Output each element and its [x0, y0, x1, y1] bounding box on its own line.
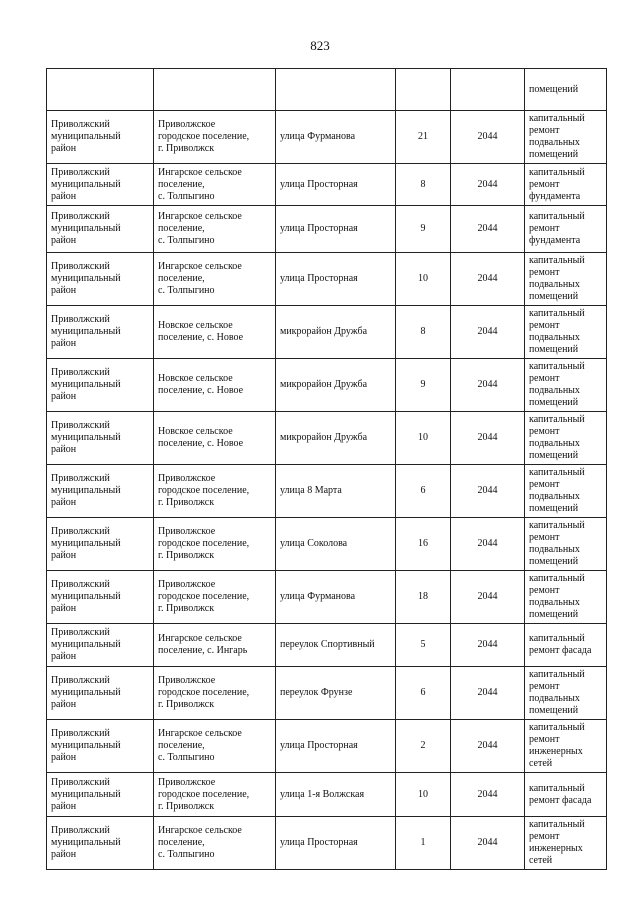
year-cell: 2044: [451, 817, 525, 870]
settlement-line: городское поселение,: [158, 485, 250, 496]
district-line: Приволжский: [51, 627, 110, 638]
work-line: ремонт: [529, 267, 560, 278]
work-line: капитальный: [529, 113, 585, 124]
district-line: район: [51, 338, 77, 349]
work-line: ремонт: [529, 734, 560, 745]
settlement-line: поселение,: [158, 273, 205, 284]
year-cell: 2044: [451, 465, 525, 518]
settlement-line: Ингарское сельское: [158, 211, 242, 222]
settlement-line: Приволжское: [158, 473, 216, 484]
work-line: сетей: [529, 855, 553, 866]
work-line: ремонт: [529, 831, 560, 842]
work-line: ремонт: [529, 426, 560, 437]
work-line: капитальный: [529, 782, 585, 794]
street-cell: улица Соколова: [276, 518, 396, 571]
year-cell: 2044: [451, 773, 525, 817]
work-cell: [525, 164, 607, 206]
house-cell: 8: [396, 306, 451, 359]
year-cell: 2044: [451, 412, 525, 465]
settlement-cell: [154, 624, 276, 667]
settlement-line: Приволжское: [158, 579, 216, 590]
work-cell: [525, 69, 607, 111]
table-row: [47, 667, 607, 720]
year-cell: 2044: [451, 571, 525, 624]
district-line: район: [51, 651, 77, 662]
table-row: [47, 164, 607, 206]
work-cell: [525, 773, 607, 817]
work-line: капитальный: [529, 633, 585, 644]
work-line: подвальных: [529, 544, 580, 555]
work-line: ремонт: [529, 373, 560, 384]
work-line: капитальный: [529, 361, 585, 372]
work-line: капитальный: [529, 166, 585, 178]
settlement-cell: [154, 111, 276, 164]
settlement-cell: [154, 773, 276, 817]
district-cell: [47, 773, 154, 817]
work-line: подвальных: [529, 438, 580, 449]
settlement-line: с. Толпыгино: [158, 235, 215, 246]
district-line: муниципальный: [51, 788, 121, 800]
year-cell: 2044: [451, 624, 525, 667]
settlement-line: поселение,: [158, 223, 205, 234]
settlement-line: с. Толпыгино: [158, 849, 215, 860]
settlement-line: Приволжское: [158, 119, 216, 130]
work-line: подвальных: [529, 137, 580, 148]
house-cell: 10: [396, 773, 451, 817]
district-line: муниципальный: [51, 223, 121, 234]
work-line: ремонт: [529, 320, 560, 331]
work-line: фундамента: [529, 235, 581, 246]
district-line: район: [51, 550, 77, 561]
district-line: Приволжский: [51, 119, 110, 130]
settlement-line: г. Приволжск: [158, 143, 215, 154]
work-cell: [525, 720, 607, 773]
settlement-line: поселение, с. Новое: [158, 332, 244, 343]
house-cell: 10: [396, 412, 451, 465]
district-line: муниципальный: [51, 591, 121, 602]
district-line: муниципальный: [51, 538, 121, 549]
settlement-line: г. Приволжск: [158, 550, 215, 561]
house-cell: 10: [396, 253, 451, 306]
settlement-line: городское поселение,: [158, 538, 250, 549]
settlement-line: Новское сельское: [158, 426, 233, 437]
year-cell: 2044: [451, 253, 525, 306]
work-line: ремонт: [529, 479, 560, 490]
district-line: Приволжский: [51, 675, 110, 686]
continuation-row: [47, 69, 607, 111]
work-line: ремонт: [529, 178, 560, 190]
table-row: [47, 359, 607, 412]
table-row: [47, 720, 607, 773]
settlement-line: городское поселение,: [158, 788, 250, 800]
settlement-cell: [154, 518, 276, 571]
table-row: [47, 624, 607, 667]
settlement-line: городское поселение,: [158, 591, 250, 602]
work-line: ремонт: [529, 223, 560, 234]
table-row: [47, 817, 607, 870]
work-line: помещений: [529, 609, 579, 620]
district-line: район: [51, 285, 77, 296]
settlement-line: поселение, с. Ингарь: [158, 645, 248, 656]
street-cell: улица Просторная: [276, 817, 396, 870]
work-line: капитальный: [529, 573, 585, 584]
work-cell: [525, 667, 607, 720]
work-line: ремонт фасада: [529, 645, 592, 656]
work-line: подвальных: [529, 332, 580, 343]
district-line: Приволжский: [51, 728, 110, 739]
house-cell: [396, 69, 451, 111]
work-line: ремонт фасада: [529, 794, 592, 806]
work-line: капитальный: [529, 211, 585, 222]
district-cell: [47, 253, 154, 306]
work-cell: [525, 624, 607, 667]
year-cell: 2044: [451, 206, 525, 253]
district-line: муниципальный: [51, 178, 121, 190]
district-line: район: [51, 143, 77, 154]
street-cell: улица 1-я Волжская: [276, 773, 396, 817]
street-cell: микрорайон Дружба: [276, 306, 396, 359]
house-cell: 5: [396, 624, 451, 667]
settlement-line: Новское сельское: [158, 373, 233, 384]
table-row: [47, 571, 607, 624]
settlement-line: поселение, с. Новое: [158, 385, 244, 396]
district-cell: [47, 359, 154, 412]
settlement-line: Приволжское: [158, 526, 216, 537]
street-cell: микрорайон Дружба: [276, 412, 396, 465]
settlement-cell: [154, 817, 276, 870]
work-cell: [525, 571, 607, 624]
street-cell: улица Просторная: [276, 164, 396, 206]
street-cell: улица 8 Марта: [276, 465, 396, 518]
work-line: капитальный: [529, 819, 585, 830]
district-line: район: [51, 603, 77, 614]
district-line: район: [51, 235, 77, 246]
street-cell: улица Фурманова: [276, 571, 396, 624]
year-cell: 2044: [451, 111, 525, 164]
settlement-line: с. Толпыгино: [158, 285, 215, 296]
settlement-line: Ингарское сельское: [158, 633, 242, 644]
work-cell: [525, 465, 607, 518]
settlement-line: Ингарское сельское: [158, 728, 242, 739]
house-cell: 21: [396, 111, 451, 164]
settlement-cell: [154, 206, 276, 253]
work-line: подвальных: [529, 385, 580, 396]
street-cell: переулок Фрунзе: [276, 667, 396, 720]
settlement-cell: [154, 306, 276, 359]
work-line: помещений: [529, 344, 579, 355]
street-cell: улица Просторная: [276, 206, 396, 253]
district-line: муниципальный: [51, 740, 121, 751]
district-cell: [47, 720, 154, 773]
settlement-line: Новское сельское: [158, 320, 233, 331]
district-line: Приволжский: [51, 825, 110, 836]
work-line: помещений: [529, 556, 579, 567]
work-line: капитальный: [529, 520, 585, 531]
settlement-cell: [154, 164, 276, 206]
year-cell: 2044: [451, 720, 525, 773]
settlement-line: поселение,: [158, 837, 205, 848]
page-number: 823: [310, 38, 330, 53]
district-line: муниципальный: [51, 432, 121, 443]
district-cell: [47, 571, 154, 624]
work-cell: [525, 518, 607, 571]
work-cell: [525, 111, 607, 164]
work-line: инженерных: [529, 746, 583, 757]
house-cell: 2: [396, 720, 451, 773]
street-cell: улица Просторная: [276, 253, 396, 306]
work-line: капитальный: [529, 669, 585, 680]
district-cell: [47, 624, 154, 667]
street-cell: улица Фурманова: [276, 111, 396, 164]
settlement-cell: [154, 359, 276, 412]
district-line: муниципальный: [51, 379, 121, 390]
work-line: инженерных: [529, 843, 583, 854]
settlement-line: г. Приволжск: [158, 800, 215, 812]
settlement-cell: [154, 720, 276, 773]
house-cell: 9: [396, 206, 451, 253]
settlement-line: Ингарское сельское: [158, 825, 242, 836]
settlement-line: с. Толпыгино: [158, 190, 215, 202]
house-cell: 9: [396, 359, 451, 412]
district-cell: [47, 306, 154, 359]
settlement-line: г. Приволжск: [158, 603, 215, 614]
district-line: Приволжский: [51, 526, 110, 537]
work-line: подвальных: [529, 279, 580, 290]
district-line: муниципальный: [51, 837, 121, 848]
settlement-line: поселение,: [158, 178, 205, 190]
settlement-line: Ингарское сельское: [158, 261, 242, 272]
work-line: ремонт: [529, 532, 560, 543]
work-cell: [525, 359, 607, 412]
work-cell: [525, 253, 607, 306]
work-line: ремонт: [529, 125, 560, 136]
district-line: муниципальный: [51, 485, 121, 496]
house-cell: 1: [396, 817, 451, 870]
work-cell: [525, 817, 607, 870]
work-line: подвальных: [529, 597, 580, 608]
work-line: ремонт: [529, 585, 560, 596]
district-line: Приволжский: [51, 776, 110, 788]
settlement-line: г. Приволжск: [158, 699, 215, 710]
table-row: [47, 465, 607, 518]
district-line: район: [51, 444, 77, 455]
settlement-cell: [154, 253, 276, 306]
settlement-line: Приволжское: [158, 776, 216, 788]
table-row: [47, 306, 607, 359]
work-line: помещений: [529, 503, 579, 514]
district-line: муниципальный: [51, 639, 121, 650]
district-cell: [47, 465, 154, 518]
work-line: капитальный: [529, 308, 585, 319]
district-cell: [47, 164, 154, 206]
settlement-cell: [154, 465, 276, 518]
district-line: Приволжский: [51, 261, 110, 272]
district-cell: [47, 412, 154, 465]
settlement-cell: [154, 412, 276, 465]
settlement-line: городское поселение,: [158, 687, 250, 698]
district-cell: [47, 69, 154, 111]
repair-schedule-table: [46, 68, 607, 870]
table-row: [47, 773, 607, 817]
work-cell: [525, 206, 607, 253]
district-line: Приволжский: [51, 579, 110, 590]
work-line: помещений: [529, 83, 579, 95]
district-line: Приволжский: [51, 314, 110, 325]
district-line: район: [51, 752, 77, 763]
district-line: район: [51, 849, 77, 860]
year-cell: 2044: [451, 359, 525, 412]
work-line: фундамента: [529, 190, 581, 202]
work-line: помещений: [529, 705, 579, 716]
house-cell: 16: [396, 518, 451, 571]
house-cell: 8: [396, 164, 451, 206]
work-line: капитальный: [529, 414, 585, 425]
district-line: муниципальный: [51, 131, 121, 142]
district-cell: [47, 667, 154, 720]
work-line: капитальный: [529, 467, 585, 478]
street-cell: микрорайон Дружба: [276, 359, 396, 412]
table-row: [47, 206, 607, 253]
work-line: подвальных: [529, 491, 580, 502]
district-line: район: [51, 497, 77, 508]
settlement-line: городское поселение,: [158, 131, 250, 142]
year-cell: 2044: [451, 518, 525, 571]
work-line: ремонт: [529, 681, 560, 692]
work-line: помещений: [529, 397, 579, 408]
settlement-line: Приволжское: [158, 675, 216, 686]
settlement-line: г. Приволжск: [158, 497, 215, 508]
district-line: Приволжский: [51, 211, 110, 222]
district-line: район: [51, 800, 77, 812]
work-line: капитальный: [529, 255, 585, 266]
house-cell: 6: [396, 667, 451, 720]
work-line: помещений: [529, 149, 579, 160]
settlement-cell: [154, 571, 276, 624]
district-line: Приволжский: [51, 420, 110, 431]
street-cell: [276, 69, 396, 111]
table-row: [47, 412, 607, 465]
district-line: район: [51, 190, 77, 202]
district-line: Приволжский: [51, 166, 110, 178]
table-row: [47, 111, 607, 164]
work-line: капитальный: [529, 722, 585, 733]
table-body: [47, 69, 607, 870]
district-line: муниципальный: [51, 326, 121, 337]
work-cell: [525, 412, 607, 465]
settlement-line: Ингарское сельское: [158, 166, 242, 178]
work-line: помещений: [529, 291, 579, 302]
district-cell: [47, 817, 154, 870]
table-row: [47, 253, 607, 306]
district-cell: [47, 518, 154, 571]
district-line: Приволжский: [51, 367, 110, 378]
year-cell: 2044: [451, 667, 525, 720]
year-cell: 2044: [451, 164, 525, 206]
district-line: муниципальный: [51, 687, 121, 698]
district-line: район: [51, 391, 77, 402]
street-cell: переулок Спортивный: [276, 624, 396, 667]
work-line: помещений: [529, 450, 579, 461]
settlement-cell: [154, 667, 276, 720]
street-cell: улица Просторная: [276, 720, 396, 773]
settlement-line: поселение,: [158, 740, 205, 751]
work-line: подвальных: [529, 693, 580, 704]
work-cell: [525, 306, 607, 359]
settlement-cell: [154, 69, 276, 111]
year-cell: [451, 69, 525, 111]
district-cell: [47, 206, 154, 253]
settlement-line: с. Толпыгино: [158, 752, 215, 763]
table-row: [47, 518, 607, 571]
work-line: сетей: [529, 758, 553, 769]
year-cell: 2044: [451, 306, 525, 359]
house-cell: 18: [396, 571, 451, 624]
district-line: район: [51, 699, 77, 710]
settlement-line: поселение, с. Новое: [158, 438, 244, 449]
house-cell: 6: [396, 465, 451, 518]
district-line: Приволжский: [51, 473, 110, 484]
district-cell: [47, 111, 154, 164]
district-line: муниципальный: [51, 273, 121, 284]
